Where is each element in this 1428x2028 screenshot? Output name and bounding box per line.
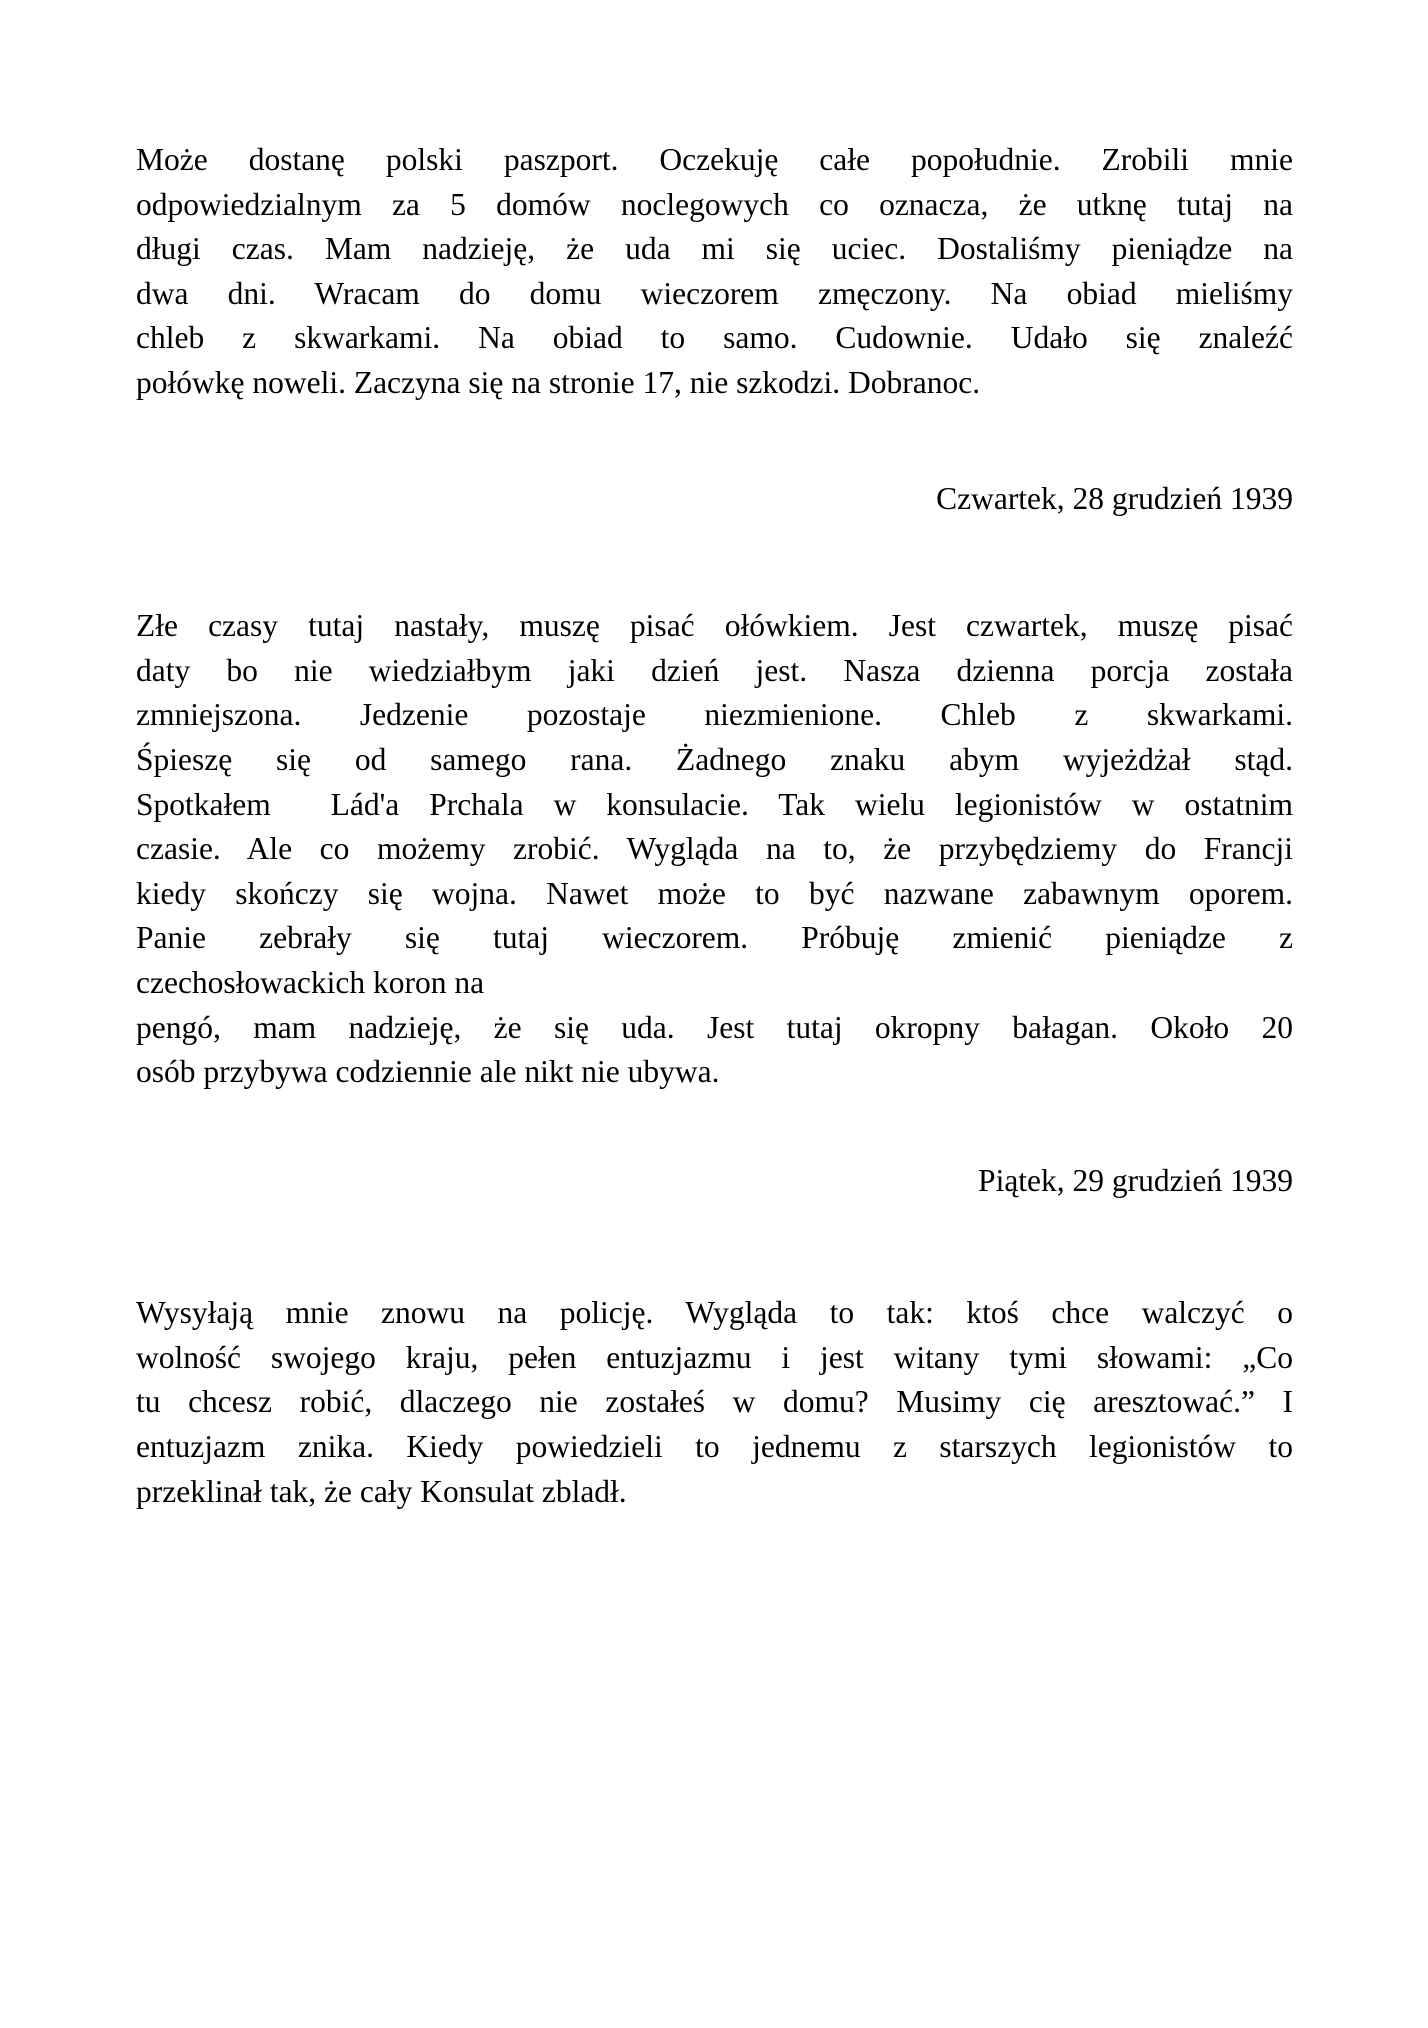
text-line: zmniejszona. Jedzenie pozostaje niezmienione. Chleb z skwarkami. (136, 697, 1293, 733)
text-line: Spotkałem Lád'a Prchala w konsulacie. Tak wielu legionistów w ostatnim (136, 786, 1293, 822)
text-line: Może dostanę polski paszport. Oczekuję całe popołudnie. Zrobili mnie (136, 142, 1293, 177)
text-line: odpowiedzialnym za 5 domów noclegowych co oznacza, że utknę tutaj na (136, 186, 1293, 222)
text-line: daty bo nie wiedziałbym jaki dzień jest. Nasza dzienna porcja została (136, 652, 1293, 688)
text-line: przeklinał tak, że cały Konsulat zbladł. (136, 1473, 627, 1509)
text-line: tu chcesz robić, dlaczego nie zostałeś w domu? Musimy cię aresztować.” I (136, 1384, 1293, 1420)
text-line: dwa dni. Wracam do domu wieczorem zmęczony. Na obiad mieliśmy (136, 275, 1293, 311)
text-line: Wysyłają mnie znowu na policję. Wygląda to tak: ktoś chce walczyć o (136, 1295, 1293, 1331)
text-line: czasie. Ale co możemy zrobić. Wygląda na to, że przybędziemy do Francji (136, 831, 1293, 867)
text-line: entuzjazm znika. Kiedy powiedzieli to jednemu z starszych legionistów to (136, 1429, 1293, 1465)
text-line: Śpieszę się od samego rana. Żadnego znaku abym wyjeżdżał stąd. (136, 741, 1293, 777)
date-heading-1: Czwartek, 28 grudzień 1939 (936, 480, 1293, 516)
text-line: Złe czasy tutaj nastały, muszę pisać ołówkiem. Jest czwartek, muszę pisać (136, 608, 1293, 644)
text-line: wolność swojego kraju, pełen entuzjazmu i jest witany tymi słowami: „Co (136, 1339, 1293, 1375)
text-line: połówkę noweli. Zaczyna się na stronie 17, nie szkodzi. Dobranoc. (136, 364, 981, 400)
text-line: czechosłowackich koron na (136, 964, 485, 1000)
diary-paragraph-3 (136, 1291, 1293, 1514)
date-heading-2: Piątek, 29 grudzień 1939 (978, 1162, 1293, 1198)
text-line: długi czas. Mam nadzieję, że uda mi się uciec. Dostaliśmy pieniądze na (136, 231, 1293, 267)
text-line: pengó, mam nadzieję, że się uda. Jest tutaj okropny bałagan. Około 20 (136, 1009, 1293, 1045)
page-text-block (136, 138, 1293, 1514)
diary-paragraph-1 (136, 138, 1293, 406)
text-line: kiedy skończy się wojna. Nawet może to być nazwane zabawnym oporem. (136, 875, 1293, 911)
text-line: chleb z skwarkami. Na obiad to samo. Cudownie. Udało się znaleźć (136, 320, 1293, 356)
diary-paragraph-2 (136, 604, 1293, 1095)
text-line: osób przybywa codziennie ale nikt nie ubywa. (136, 1054, 720, 1090)
text-line: Panie zebrały się tutaj wieczorem. Próbuję zmienić pieniądze z (136, 920, 1293, 956)
